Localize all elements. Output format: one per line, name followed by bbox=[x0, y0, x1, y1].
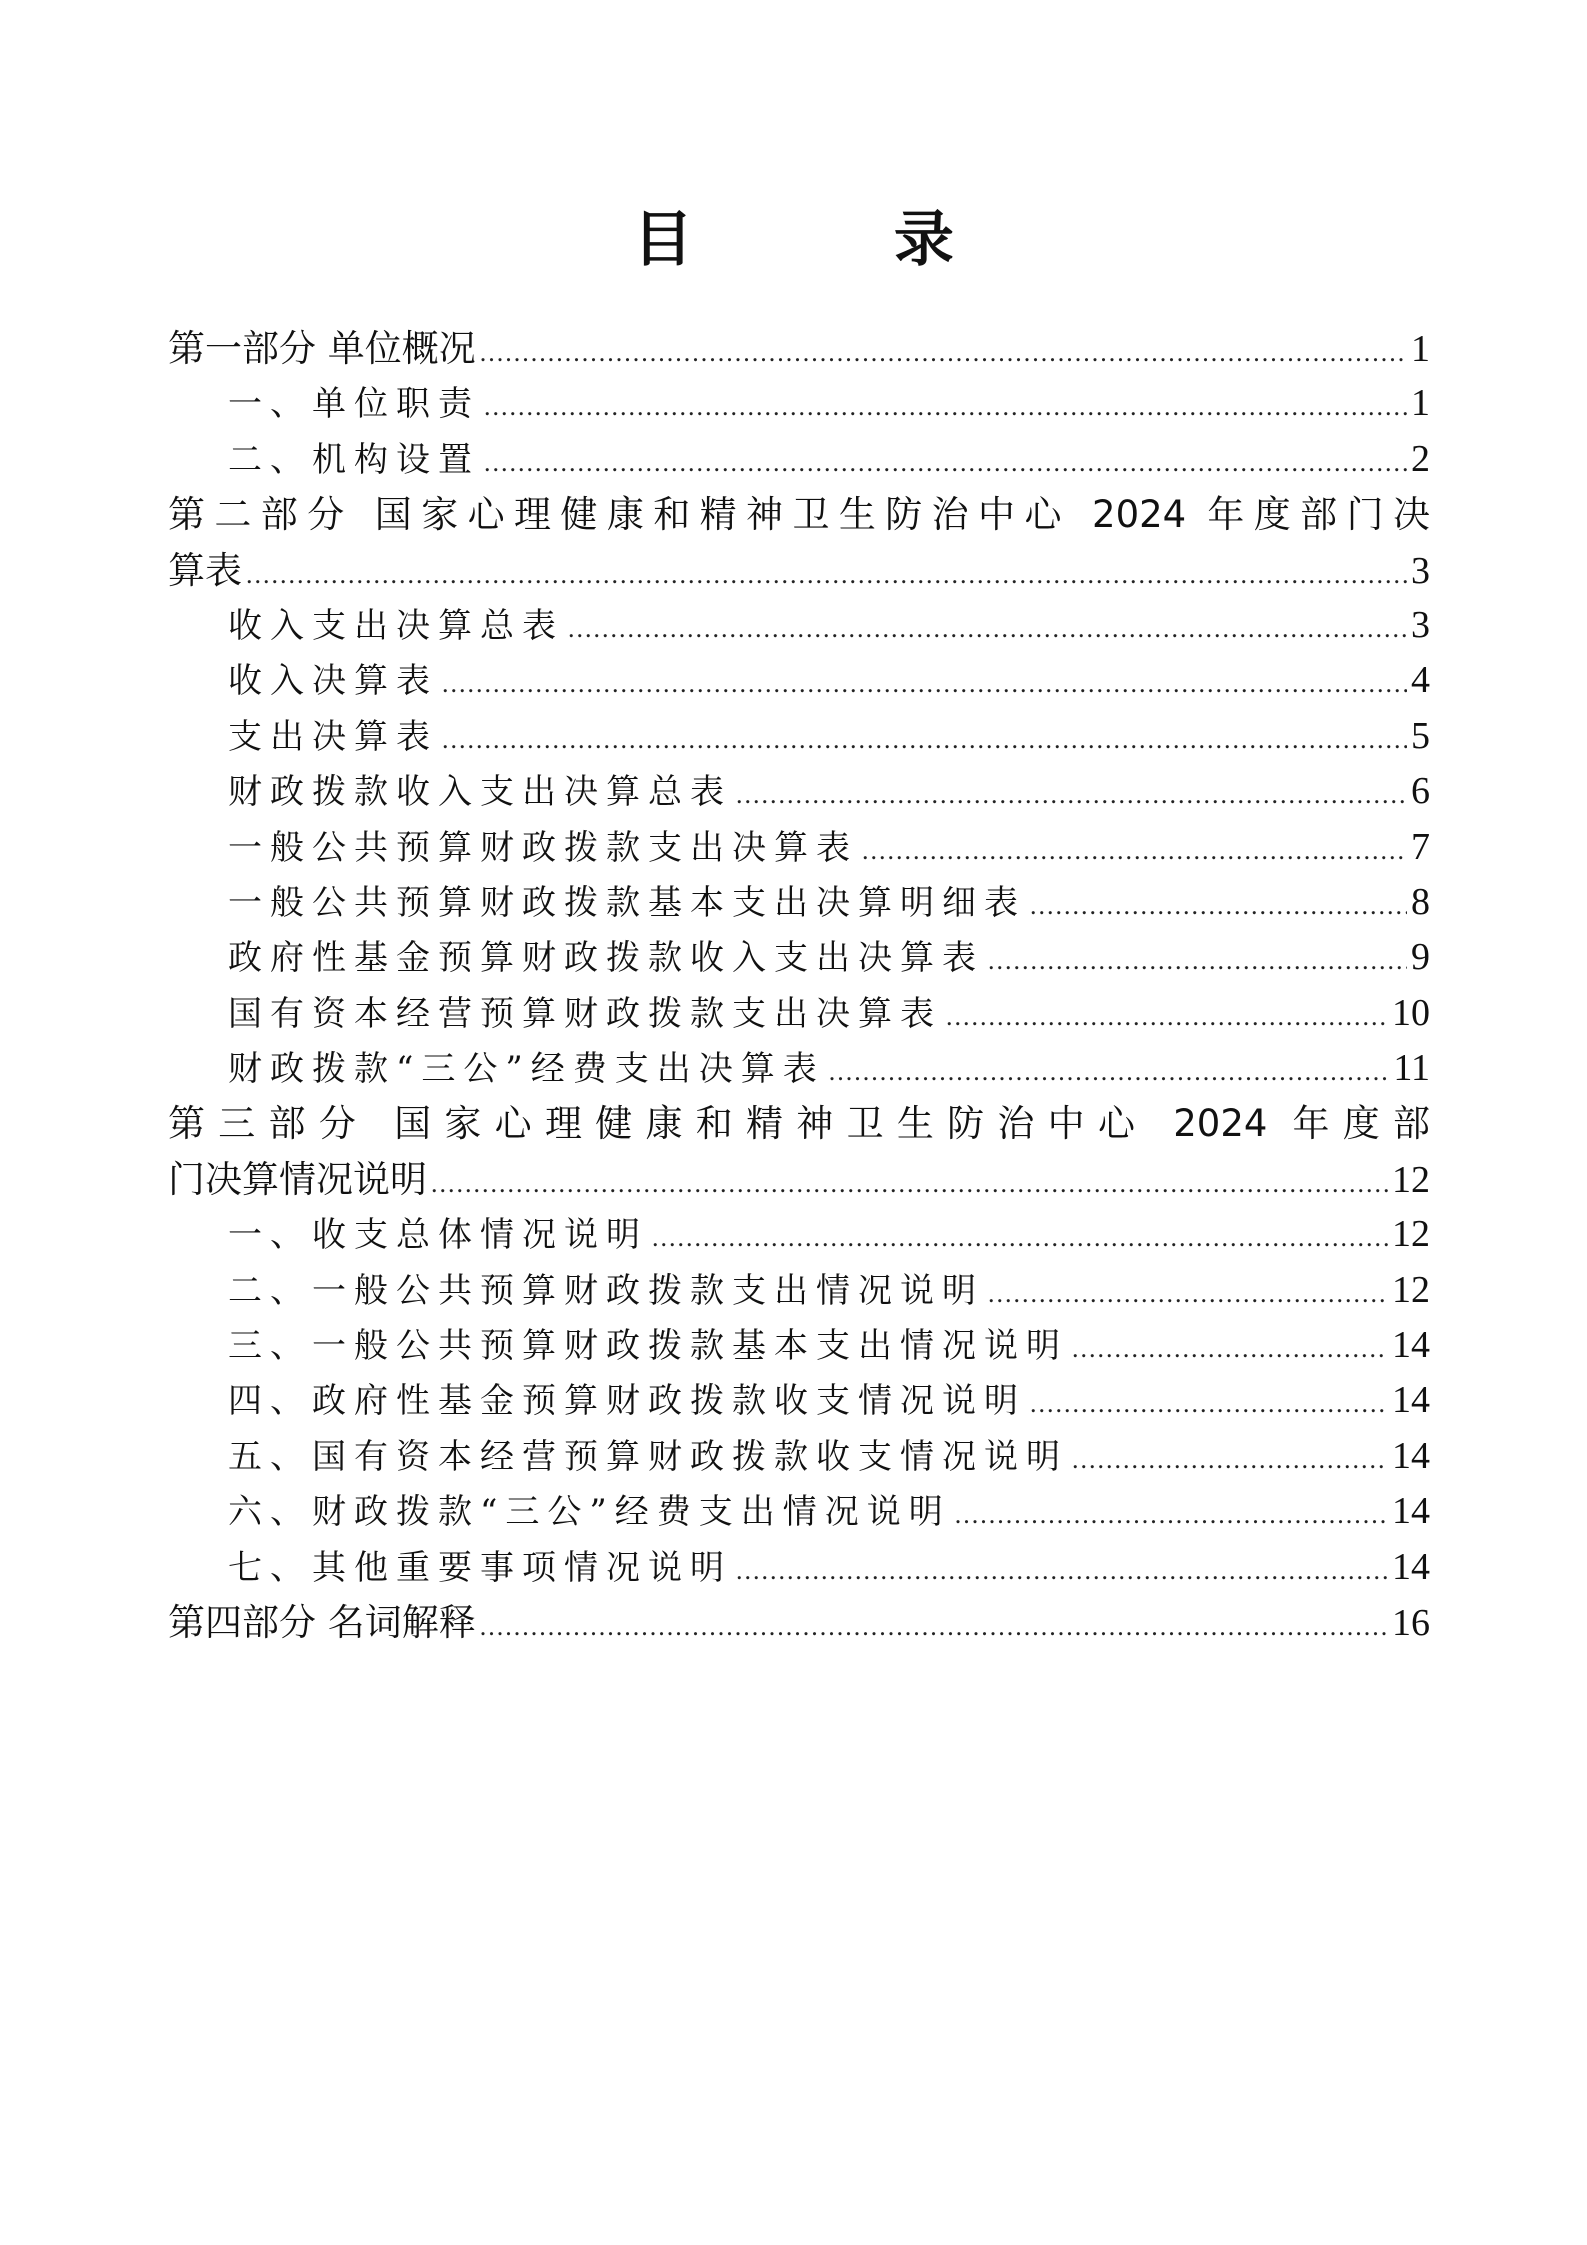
toc-page-number: 16 bbox=[1392, 1601, 1430, 1644]
toc-entry-label: 五、国有资本经营预算财政拨款收支情况说明 bbox=[228, 1436, 1068, 1477]
toc-entry-label: 财政拨款收入支出决算总表 bbox=[228, 772, 732, 813]
toc-entry[interactable] bbox=[168, 1041, 1430, 1096]
toc-entry-part-2[interactable] bbox=[168, 487, 1430, 598]
toc-entry-part-4[interactable] bbox=[168, 1595, 1430, 1650]
toc-entry-label: 第四部分 名词解释 bbox=[168, 1600, 476, 1644]
toc-page-number: 5 bbox=[1411, 714, 1430, 757]
toc-entry-part-3[interactable] bbox=[168, 1096, 1430, 1207]
page-title: 目 录 bbox=[633, 205, 1044, 275]
toc-leader-dots bbox=[484, 435, 1407, 490]
toc-page-number: 9 bbox=[1411, 936, 1430, 979]
toc-entry-label: 七、其他重要事项情况说明 bbox=[228, 1547, 732, 1588]
toc-entry[interactable] bbox=[168, 1207, 1430, 1262]
toc-leader-dots bbox=[736, 767, 1407, 822]
toc-leader-dots bbox=[1072, 1321, 1388, 1376]
toc-leader-dots bbox=[442, 656, 1407, 711]
toc-leader-dots bbox=[1030, 878, 1407, 933]
toc-entry-label: 支出决算表 bbox=[228, 716, 438, 757]
toc-page-number: 12 bbox=[1392, 1268, 1430, 1311]
toc-entry[interactable] bbox=[168, 432, 1430, 487]
toc-leader-dots bbox=[484, 379, 1407, 434]
toc-leader-dots bbox=[955, 1487, 1388, 1542]
toc-page-number: 14 bbox=[1392, 1379, 1430, 1422]
toc-entry-label-line2: 门决算情况说明 bbox=[168, 1157, 427, 1201]
toc-leader-dots bbox=[988, 1266, 1388, 1321]
toc-entry-part-1[interactable] bbox=[168, 321, 1430, 376]
toc-entry[interactable] bbox=[168, 598, 1430, 653]
toc-leader-dots bbox=[652, 1210, 1388, 1265]
toc-entry[interactable] bbox=[168, 986, 1430, 1041]
toc-page-number: 10 bbox=[1392, 991, 1430, 1034]
toc-entry-label: 四、政府性基金预算财政拨款收支情况说明 bbox=[228, 1381, 1026, 1422]
toc-page-number: 1 bbox=[1411, 328, 1430, 370]
toc-page-number: 14 bbox=[1392, 1545, 1430, 1588]
toc-entry-label: 一、收支总体情况说明 bbox=[228, 1215, 648, 1256]
toc-page-number: 3 bbox=[1411, 549, 1430, 592]
toc-entry-label: 六、财政拨款“三公”经费支出情况说明 bbox=[228, 1492, 951, 1533]
toc-entry[interactable] bbox=[168, 1373, 1430, 1428]
toc-page-number: 6 bbox=[1411, 770, 1430, 813]
toc-leader-dots bbox=[246, 547, 1407, 602]
toc-entry-label: 二、机构设置 bbox=[228, 439, 480, 480]
toc-page-number: 14 bbox=[1392, 1434, 1430, 1477]
toc-page-number: 1 bbox=[1411, 382, 1430, 425]
toc-leader-dots bbox=[480, 1599, 1388, 1654]
toc-entry-label: 一般公共预算财政拨款基本支出决算明细表 bbox=[228, 882, 1026, 923]
toc-page-number: 12 bbox=[1392, 1158, 1430, 1201]
toc-page-number: 8 bbox=[1411, 880, 1430, 923]
toc-entry[interactable] bbox=[168, 875, 1430, 930]
toc-entry[interactable] bbox=[168, 653, 1430, 708]
toc-entry-label-line1: 第三部分 国家心理健康和精神卫生防治中心 2024 年度部 bbox=[168, 1102, 1430, 1146]
toc-entry-label: 三、一般公共预算财政拨款基本支出情况说明 bbox=[228, 1326, 1068, 1367]
toc-entry[interactable] bbox=[168, 820, 1430, 875]
toc-page-number: 14 bbox=[1392, 1490, 1430, 1533]
toc-page-number: 11 bbox=[1393, 1047, 1430, 1090]
toc-page-number: 7 bbox=[1411, 825, 1430, 868]
toc-page-number: 12 bbox=[1392, 1213, 1430, 1256]
toc-leader-dots bbox=[736, 1543, 1388, 1598]
table-of-contents bbox=[168, 321, 1430, 1650]
toc-entry[interactable] bbox=[168, 764, 1430, 819]
toc-leader-dots bbox=[1030, 1376, 1388, 1431]
toc-leader-dots bbox=[442, 712, 1407, 767]
toc-entry-label: 一般公共预算财政拨款支出决算表 bbox=[228, 827, 858, 868]
toc-entry-label-line1: 第二部分 国家心理健康和精神卫生防治中心 2024 年度部门决 bbox=[168, 493, 1430, 537]
toc-entry-label: 政府性基金预算财政拨款收入支出决算表 bbox=[228, 938, 984, 979]
toc-entry[interactable] bbox=[168, 930, 1430, 985]
toc-entry-label: 二、一般公共预算财政拨款支出情况说明 bbox=[228, 1270, 984, 1311]
toc-leader-dots bbox=[568, 601, 1407, 656]
toc-entry[interactable] bbox=[168, 1484, 1430, 1539]
toc-entry[interactable] bbox=[168, 1540, 1430, 1595]
toc-entry-label: 收入支出决算总表 bbox=[228, 605, 564, 646]
toc-leader-dots bbox=[829, 1044, 1390, 1099]
toc-page-number: 4 bbox=[1411, 659, 1430, 702]
toc-entry-label-line2: 算表 bbox=[168, 548, 242, 592]
toc-leader-dots bbox=[988, 933, 1407, 988]
toc-leader-dots bbox=[862, 823, 1407, 878]
toc-entry-label: 一、单位职责 bbox=[228, 384, 480, 425]
toc-entry-label: 第一部分 单位概况 bbox=[168, 327, 476, 370]
toc-leader-dots bbox=[946, 989, 1388, 1044]
toc-entry[interactable] bbox=[168, 1263, 1430, 1318]
toc-leader-dots bbox=[480, 325, 1407, 380]
toc-page-number: 14 bbox=[1392, 1324, 1430, 1367]
toc-entry-label: 国有资本经营预算财政拨款支出决算表 bbox=[228, 993, 942, 1034]
toc-page-number: 2 bbox=[1411, 437, 1430, 480]
toc-entry[interactable] bbox=[168, 1318, 1430, 1373]
toc-page-number: 3 bbox=[1411, 603, 1430, 646]
toc-entry[interactable] bbox=[168, 376, 1430, 431]
toc-entry-label: 收入决算表 bbox=[228, 661, 438, 702]
toc-entry[interactable] bbox=[168, 1429, 1430, 1484]
toc-leader-dots bbox=[431, 1156, 1388, 1211]
toc-entry[interactable] bbox=[168, 709, 1430, 764]
toc-entry-label: 财政拨款“三公”经费支出决算表 bbox=[228, 1049, 825, 1090]
toc-leader-dots bbox=[1072, 1432, 1388, 1487]
